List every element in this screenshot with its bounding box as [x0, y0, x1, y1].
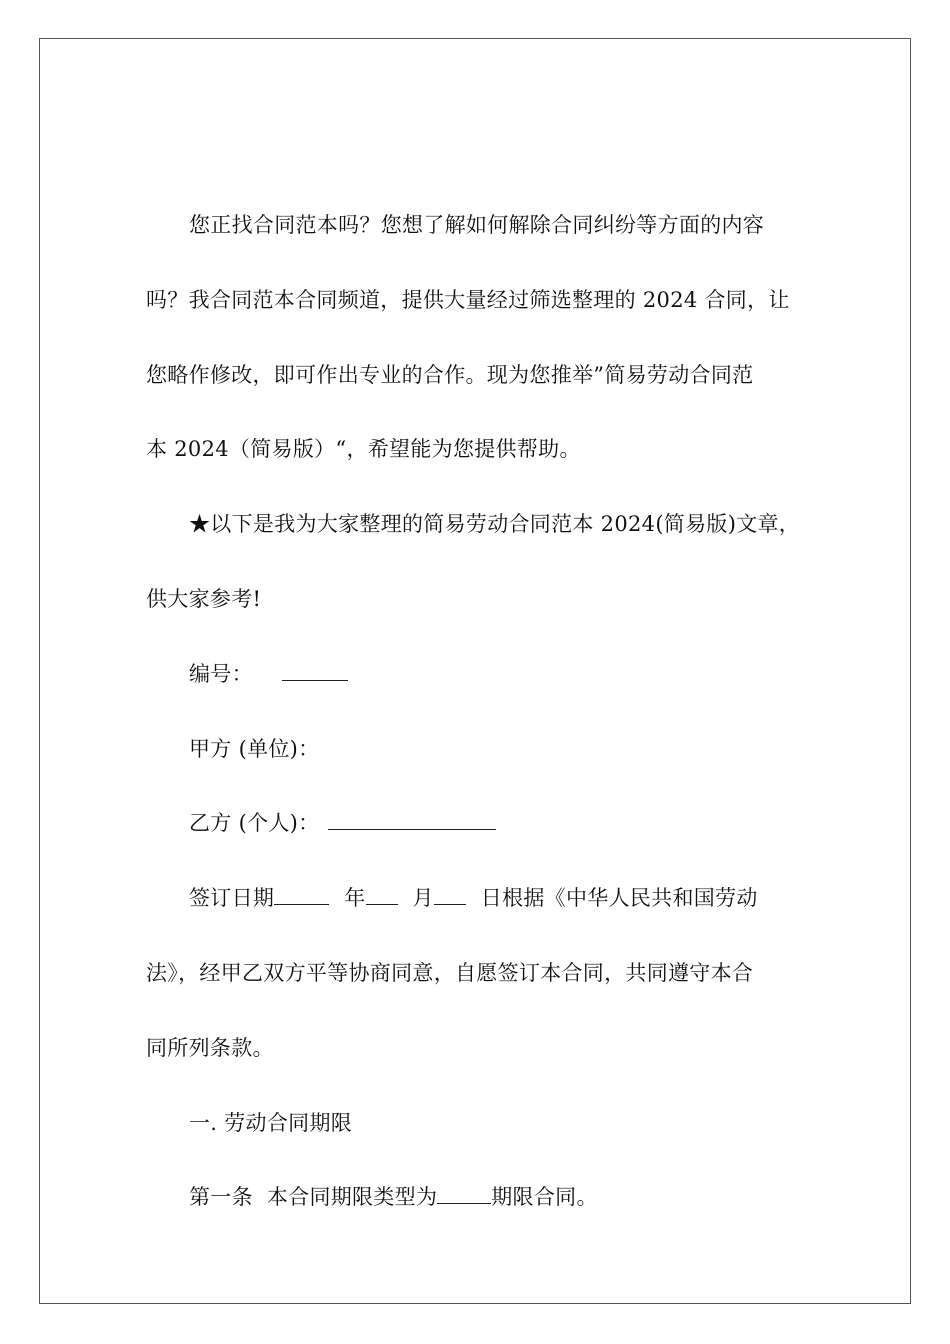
party-b-row — [146, 798, 816, 873]
article-one-text: 第一条 本合同期限类型为 — [189, 1185, 438, 1210]
article-one-suffix: 期限合同。 — [491, 1185, 598, 1210]
star-note-line-1: ★以下是我为大家整理的简易劳动合同范本 2024(简易版)文章， — [189, 512, 801, 537]
day-blank — [434, 884, 466, 905]
article-one-row — [146, 1172, 816, 1247]
intro-line-4: 本 2024（简易版）“，希望能为您提供帮助。 — [146, 437, 581, 462]
party-a-label: 甲方 (单位)： — [189, 736, 320, 761]
contract-number-label: 编号： — [189, 661, 253, 686]
month-blank — [366, 884, 398, 905]
intro-line-3: 您略作修改，即可作出专业的合作。现为您推举”简易劳动合同范 — [146, 362, 754, 387]
contract-number-row — [146, 649, 816, 724]
contract-type-blank — [437, 1183, 491, 1204]
intro-line-2: 吗？我合同范本合同频道，提供大量经过筛选整理的 2024 合同，让 — [146, 287, 790, 312]
year-blank — [274, 884, 329, 905]
star-note-line-2: 供大家参考! — [146, 586, 262, 611]
law-basis-text: 日根据《中华人民共和国劳动 — [480, 886, 758, 911]
sign-date-label: 签订日期 — [189, 886, 275, 911]
party-a-row — [146, 724, 816, 799]
month-label: 月 — [412, 886, 434, 911]
party-b-blank — [328, 809, 496, 830]
intro-line-1: 您正找合同范本吗？您想了解如何解除合同纠纷等方面的内容 — [189, 213, 765, 237]
section-heading: 一. 劳动合同期限 — [189, 1110, 353, 1135]
document-body — [146, 200, 816, 1247]
sign-date-row — [146, 873, 816, 948]
party-b-label: 乙方 (个人)： — [189, 811, 320, 836]
agreement-line-1: 法》，经甲乙双方平等协商同意，自愿签订本合同，共同遵守本合 — [146, 960, 754, 985]
contract-number-blank — [282, 660, 348, 681]
year-label: 年 — [344, 886, 366, 911]
agreement-line-2: 同所列条款。 — [146, 1035, 274, 1060]
